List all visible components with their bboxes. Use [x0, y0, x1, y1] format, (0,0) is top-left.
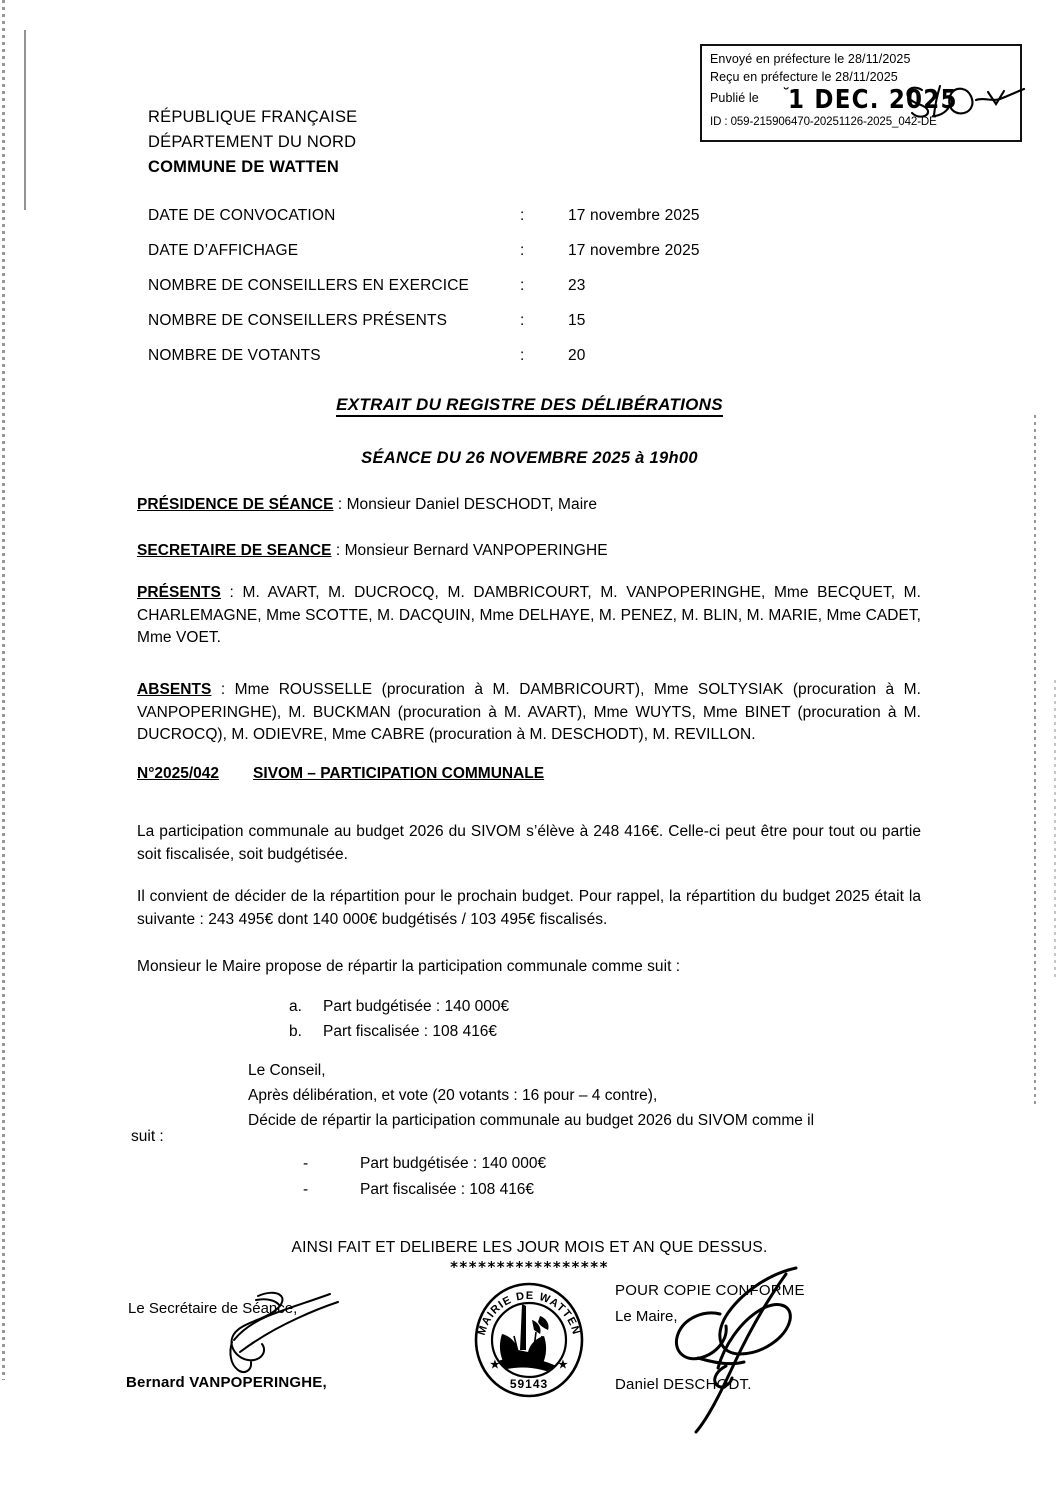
deliberation-heading [137, 765, 544, 783]
letterhead-commune: COMMUNE DE WATTEN [148, 158, 339, 177]
receipt-published-row [710, 84, 1012, 114]
list-item-text: Part budgétisée : 140 000€ [360, 1155, 547, 1172]
secretary-line [137, 540, 921, 563]
prefecture-receipt-stamp [700, 44, 1022, 142]
list-item-text: Part fiscalisée : 108 416€ [323, 1023, 498, 1041]
proposal-list [289, 994, 889, 1044]
presidency-value: : Monsieur Daniel DESCHODT, Maire [333, 496, 598, 513]
present-members-paragraph [137, 582, 921, 650]
secretary-value: : Monsieur Bernard VANPOPERINGHE [331, 542, 608, 559]
council-line-3: Décide de répartir la participation communale au budget 2026 du SIVOM comme il [248, 1112, 815, 1130]
council-line-4: suit : [131, 1128, 164, 1145]
table-row [148, 233, 768, 268]
receipt-published-label: Publié le [710, 90, 759, 105]
page-title [0, 395, 1059, 415]
deliberation-number: N°2025/042 [137, 765, 220, 782]
info-separator: : [520, 346, 525, 364]
info-value: 17 novembre 2025 [568, 241, 700, 259]
letterhead-country: RÉPUBLIQUE FRANÇAISE [148, 108, 358, 126]
council-line-2: Après délibération, et vote (20 votants : 16 pour – 4 contre), [248, 1087, 658, 1105]
asterisk-separator: ***************** [450, 1258, 609, 1276]
secretary-signature-name: Bernard VANPOPERINGHE, [126, 1374, 327, 1391]
info-value: 20 [568, 346, 586, 364]
present-label: PRÉSENTS [137, 584, 221, 601]
receipt-id-line: ID : 059-215906470-20251126-2025_042-DE [710, 115, 937, 128]
decision-list [303, 1151, 903, 1203]
council-decision-block [248, 1058, 920, 1133]
info-value: 15 [568, 311, 586, 329]
town-seal-stamp [470, 1280, 588, 1400]
info-label: DATE DE CONVOCATION [148, 206, 336, 224]
deliberation-paragraph-2: Il convient de décider de la répartition pour le prochain budget. Pour rappel, la répartition du budget 2025 était la suivante : 243 495€ dont 140 000€ budgétisés / 103 495€ fiscalisés. [137, 888, 921, 928]
seal-star-left: ★ [490, 1359, 500, 1371]
info-value: 23 [568, 276, 586, 294]
scan-artifact-left-edge [2, 0, 5, 1380]
table-row [148, 268, 768, 303]
list-item [303, 1177, 903, 1203]
info-label: DATE D’AFFICHAGE [148, 241, 299, 259]
list-item [289, 994, 889, 1019]
session-subtitle: SÉANCE DU 26 NOVEMBRE 2025 à 19h00 [361, 449, 698, 467]
scan-artifact-left-line [24, 30, 26, 210]
list-item-marker: a. [289, 998, 302, 1015]
presidency-label: PRÉSIDENCE DE SÉANCE [137, 496, 334, 513]
absent-label: ABSENTS [137, 681, 212, 698]
info-label: NOMBRE DE CONSEILLERS PRÉSENTS [148, 311, 448, 329]
secretary-signature-role: Le Secrétaire de Séance, [128, 1300, 298, 1317]
list-item [303, 1151, 903, 1177]
info-separator: : [520, 206, 525, 224]
letterhead-department: DÉPARTEMENT DU NORD [148, 133, 357, 152]
seal-arc-label: MAIRIE DE WATTEN [475, 1289, 583, 1337]
list-item [289, 1019, 889, 1044]
info-separator: : [520, 241, 525, 259]
deliberation-paragraph-3: Monsieur le Maire propose de répartir la participation communale comme suit : [137, 958, 681, 975]
table-row [148, 198, 768, 233]
mayor-signature-name: Daniel DESCHODT. [615, 1376, 752, 1393]
deliberation-paragraph-1: La participation communale au budget 2026 du SIVOM s’élève à 248 416€. Celle-ci peut être pour tout ou partie soit fiscalisée, soit budgétisée. [137, 823, 921, 863]
mayor-signature-role: Le Maire, [615, 1308, 678, 1325]
presidency-line [137, 494, 921, 517]
info-separator: : [520, 311, 525, 329]
page-title-text: EXTRAIT DU REGISTRE DES DÉLIBÉRATIONS [336, 395, 723, 417]
receipt-received-line: Reçu en préfecture le 28/11/2025 [710, 69, 898, 84]
council-line-1: Le Conseil, [248, 1062, 326, 1079]
info-separator: : [520, 276, 525, 294]
info-value: 17 novembre 2025 [568, 206, 700, 224]
list-item-text: Part fiscalisée : 108 416€ [360, 1181, 535, 1199]
secretary-label: SECRETAIRE DE SEANCE [137, 542, 332, 559]
closing-formula: AINSI FAIT ET DELIBERE LES JOUR MOIS ET AN QUE DESSUS. [291, 1239, 768, 1256]
list-item-marker: - [303, 1155, 309, 1172]
absent-members-paragraph [137, 679, 921, 747]
list-item-text: Part budgétisée : 140 000€ [323, 998, 510, 1015]
info-label: NOMBRE DE CONSEILLERS EN EXERCICE [148, 276, 470, 294]
present-value: : M. AVART, M. DUCROCQ, M. DAMBRICOURT, M. VANPOPERINGHE, Mme BECQUET, M. CHARLEMAGNE, Mme SCOTTE, M. DACQUIN, Mme DELHAYE, M. PENEZ, M. BLIN, M. MARIE, Mme CADET, Mme VOET. [137, 584, 921, 647]
receipt-sent-line: Envoyé en préfecture le 28/11/2025 [710, 52, 911, 66]
receipt-date-tick-mark: ˘ [784, 84, 790, 102]
receipt-published-date: 1 DEC. 2025 [788, 84, 958, 114]
table-row [148, 338, 768, 373]
letterhead [148, 105, 357, 180]
table-row [148, 303, 768, 338]
scan-artifact-right-edge [1054, 680, 1056, 980]
seal-postal-code: 59143 [509, 1377, 549, 1391]
seal-star-right: ★ [558, 1359, 568, 1371]
list-item-marker: - [303, 1181, 309, 1199]
deliberation-subject: SIVOM – PARTICIPATION COMMUNALE [253, 765, 545, 782]
secretary-signature-mark [218, 1282, 368, 1382]
absent-value: : Mme ROUSSELLE (procuration à M. DAMBRICOURT), Mme SOLTYSIAK (procuration à M. VANPOPERINGHE), M. BUCKMAN (procuration à M. AVART), Mme WUYTS, Mme BINET (procuration à M. DUCROCQ), M. ODIEVRE, Mme CABRE (procuration à M. DESCHODT), M. REVILLON. [137, 681, 921, 744]
session-info-table [148, 198, 768, 373]
mayor-certification-label: POUR COPIE CONFORME [615, 1282, 805, 1299]
info-label: NOMBRE DE VOTANTS [148, 346, 321, 364]
scan-artifact-right-line [1034, 415, 1036, 1105]
list-item-marker: b. [289, 1023, 302, 1041]
